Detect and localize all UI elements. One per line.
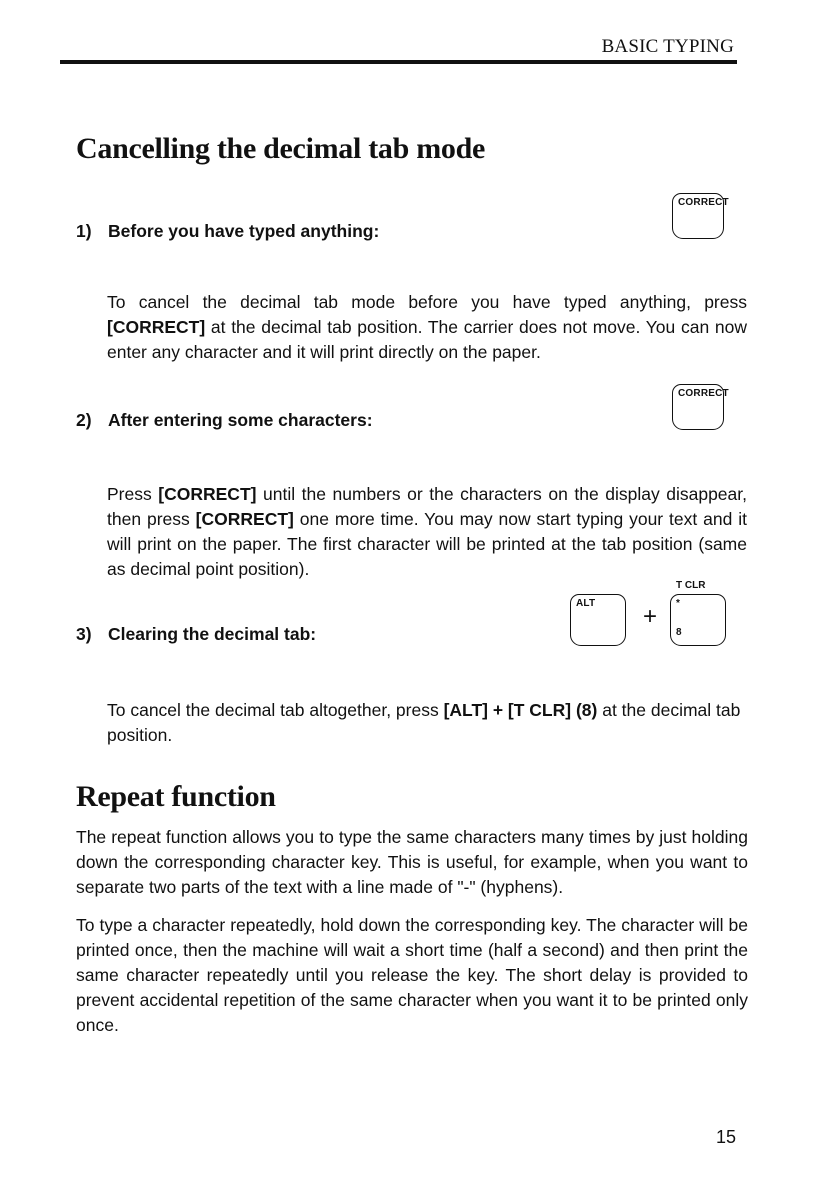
- step-2-paragraph: [107, 482, 747, 582]
- step-1-number: 1): [76, 221, 92, 241]
- page-number: 15: [716, 1127, 737, 1147]
- step-3-text-a: To cancel the decimal tab altogether, press: [107, 700, 444, 720]
- t-clr-key-icon: [670, 594, 726, 646]
- step-2-key-ref-1: [CORRECT]: [158, 484, 257, 504]
- step-2-text-a: Press: [107, 484, 159, 504]
- correct-key-icon: [672, 193, 729, 239]
- repeat-paragraph-2: To type a character repeatedly, hold down the corresponding key. The character will be printed once, then the machine will wait a short time (half a second) and then print the same character repeatedly until you release the key. The short delay is provided to prevent accidental repetition of the same character when you want it to be printed only once.: [76, 915, 748, 1035]
- alt-key-icon: [570, 594, 626, 646]
- correct-key-label: CORRECT: [678, 197, 729, 208]
- step-3-label: Clearing the decimal tab:: [108, 624, 317, 644]
- step-1-heading: [76, 221, 379, 242]
- step-2-text-b: until the numbers or the characters on the display disappear, then press: [107, 484, 747, 529]
- correct-key-label: CORRECT: [678, 388, 729, 399]
- step-1-key-ref: [CORRECT]: [107, 317, 206, 337]
- step-3-number: 3): [76, 624, 92, 644]
- step-3-key-ref: [ALT] + [T CLR] (8): [443, 700, 598, 720]
- t-clr-key-bottom-label: 8: [676, 627, 682, 638]
- running-header: BASIC TYPING: [601, 36, 734, 57]
- step-1-text-b: at the decimal tab position. The carrier does not move. You can now enter any character and it will print directly on the paper.: [107, 317, 747, 362]
- alt-key-label: ALT: [576, 598, 596, 609]
- t-clr-key-top-label: *: [676, 598, 681, 609]
- step-2-key-ref-2: [CORRECT]: [195, 509, 294, 529]
- plus-sign: +: [643, 603, 658, 630]
- section-title-cancelling: Cancelling the decimal tab mode: [76, 132, 486, 165]
- step-3-paragraph: [107, 698, 747, 748]
- step-1-text-a: To cancel the decimal tab mode before you have typed anything, press: [107, 292, 747, 312]
- step-2-number: 2): [76, 410, 92, 430]
- step-3-heading: [76, 624, 316, 645]
- step-3-text-b: at the decimal tab position.: [107, 700, 741, 745]
- step-1-label: Before you have typed anything:: [108, 221, 380, 241]
- correct-key-icon: [672, 384, 729, 430]
- step-2-text-c: one more time. You may now start typing your text and it will print on the paper. The first character will be printed at the tab position (same as decimal point position).: [107, 509, 747, 579]
- step-2-label: After entering some characters:: [108, 410, 373, 430]
- t-clr-caption: T CLR: [676, 580, 706, 591]
- step-2-heading: [76, 410, 373, 431]
- repeat-paragraph-1: The repeat function allows you to type the same characters many times by just holding down the corresponding character key. This is useful, for example, when you want to separate two parts of the text with a line made of "-" (hyphens).: [76, 827, 748, 897]
- step-1-paragraph: [107, 290, 747, 365]
- section-title-repeat: Repeat function: [76, 780, 276, 813]
- header-rule: [60, 60, 737, 64]
